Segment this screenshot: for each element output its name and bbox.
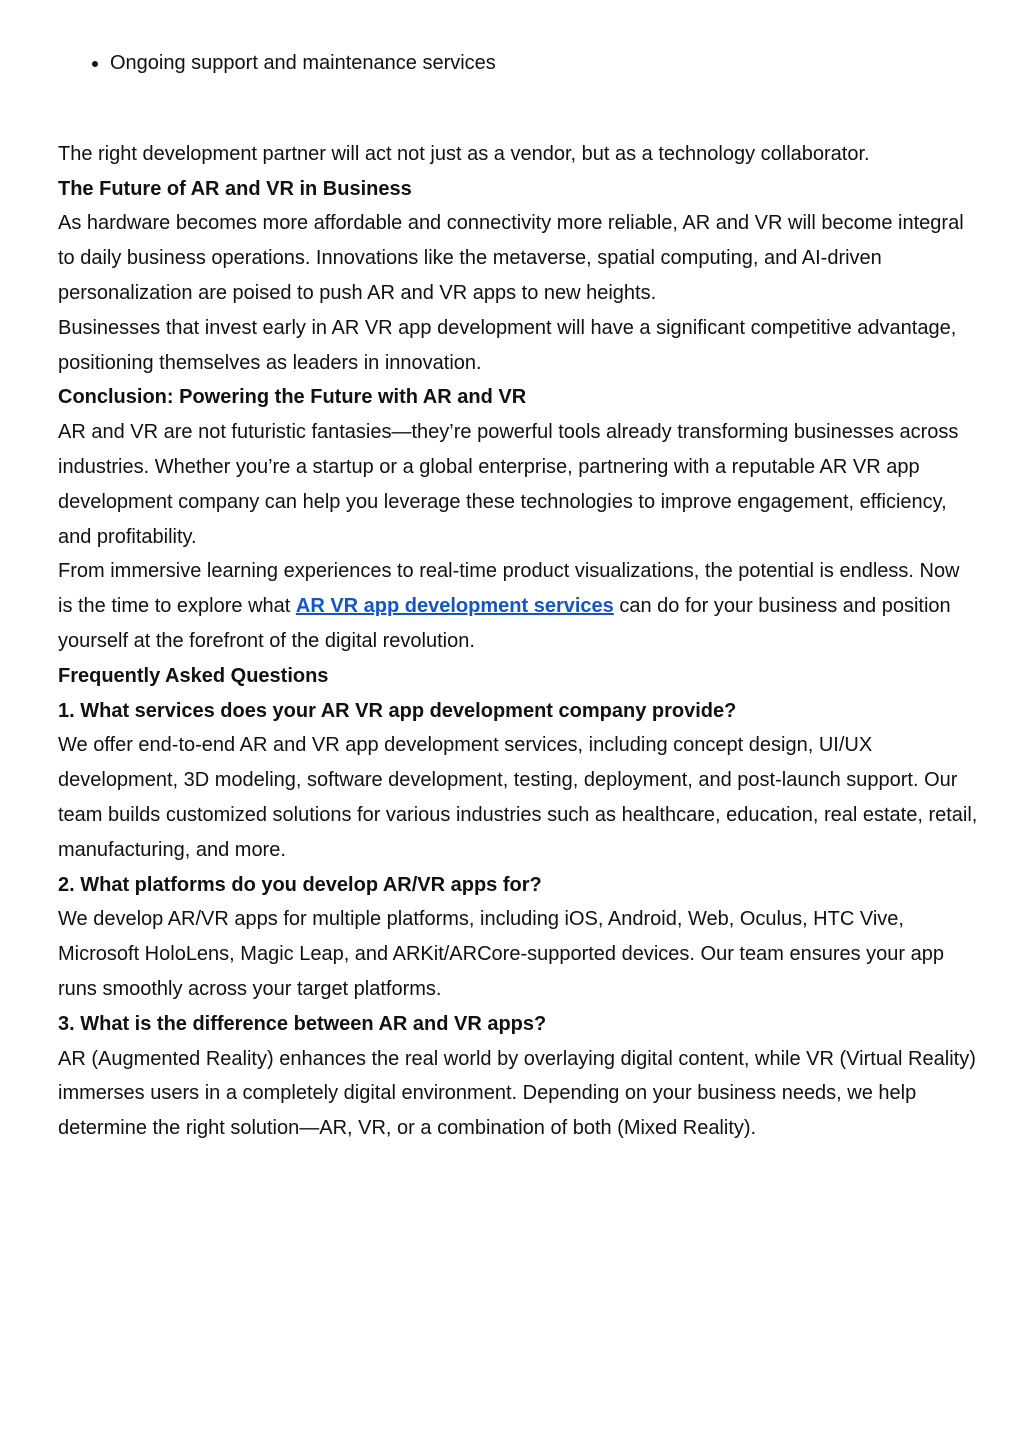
faq-answer: We develop AR/VR apps for multiple platforms, including iOS, Android, Web, Oculus, HTC Vive, Microsoft HoloLens, Magic Leap, and ARKit/ARCore-supported devices. Our team ensures your app runs smoothly across your target platforms. <box>58 908 944 1000</box>
paragraph-conclusion-1: AR and VR are not futuristic fantasies—they’re powerful tools already transforming businesses across industries. Whether you’re a startup or a global enterprise, partnering with a reputable AR VR app development company can help you leverage these technologies to improve engagement, efficiency, and profitability. <box>58 421 959 548</box>
paragraph-text: From immersive learning experiences to real-time product visualizations, the potential is endless. Now is the time to explore what <box>58 560 960 618</box>
paragraph-conclusion-2 <box>58 554 978 658</box>
faq-question: 3. What is the difference between AR and VR apps? <box>58 1012 547 1035</box>
bullet-list <box>58 46 978 81</box>
heading-conclusion: Conclusion: Powering the Future with AR and VR <box>58 386 527 409</box>
heading-future: The Future of AR and VR in Business <box>58 177 412 200</box>
document-body <box>58 46 978 1146</box>
paragraph-partner: The right development partner will act not just as a vendor, but as a technology collaborator. <box>58 142 870 165</box>
heading-faq: Frequently Asked Questions <box>58 664 329 687</box>
bullet-item: • Ongoing support and maintenance services <box>110 46 978 81</box>
faq-answer: AR (Augmented Reality) enhances the real world by overlaying digital content, while VR (Virtual Reality) immerses users in a completely digital environment. Depending on your business needs, we help determine the right solution—AR, VR, or a combination of both (Mixed Reality). <box>58 1047 976 1140</box>
paragraph-future-1: As hardware becomes more affordable and connectivity more reliable, AR and VR will become integral to daily business operations. Innovations like the metaverse, spatial computing, and AI-driven personalization are poised to push AR and VR apps to new heights. <box>58 212 964 304</box>
faq-question: 2. What platforms do you develop AR/VR apps for? <box>58 873 542 896</box>
faq-answer: We offer end-to-end AR and VR app development services, including concept design, UI/UX development, 3D modeling, software development, testing, deployment, and post-launch support. Our team builds customized solutions for various industries such as healthcare, education, real estate, retail, manufacturing, and more. <box>58 734 978 861</box>
faq-question: 1. What services does your AR VR app development company provide? <box>58 699 737 722</box>
paragraph-future-2: Businesses that invest early in AR VR app development will have a significant competitive advantage, positioning themselves as leaders in innovation. <box>58 316 957 374</box>
services-link[interactable]: AR VR app development services <box>295 595 614 618</box>
spacer <box>58 81 978 137</box>
paragraph-text: can do for your business and position yourself at the forefront of the digital revolution. <box>58 595 951 652</box>
